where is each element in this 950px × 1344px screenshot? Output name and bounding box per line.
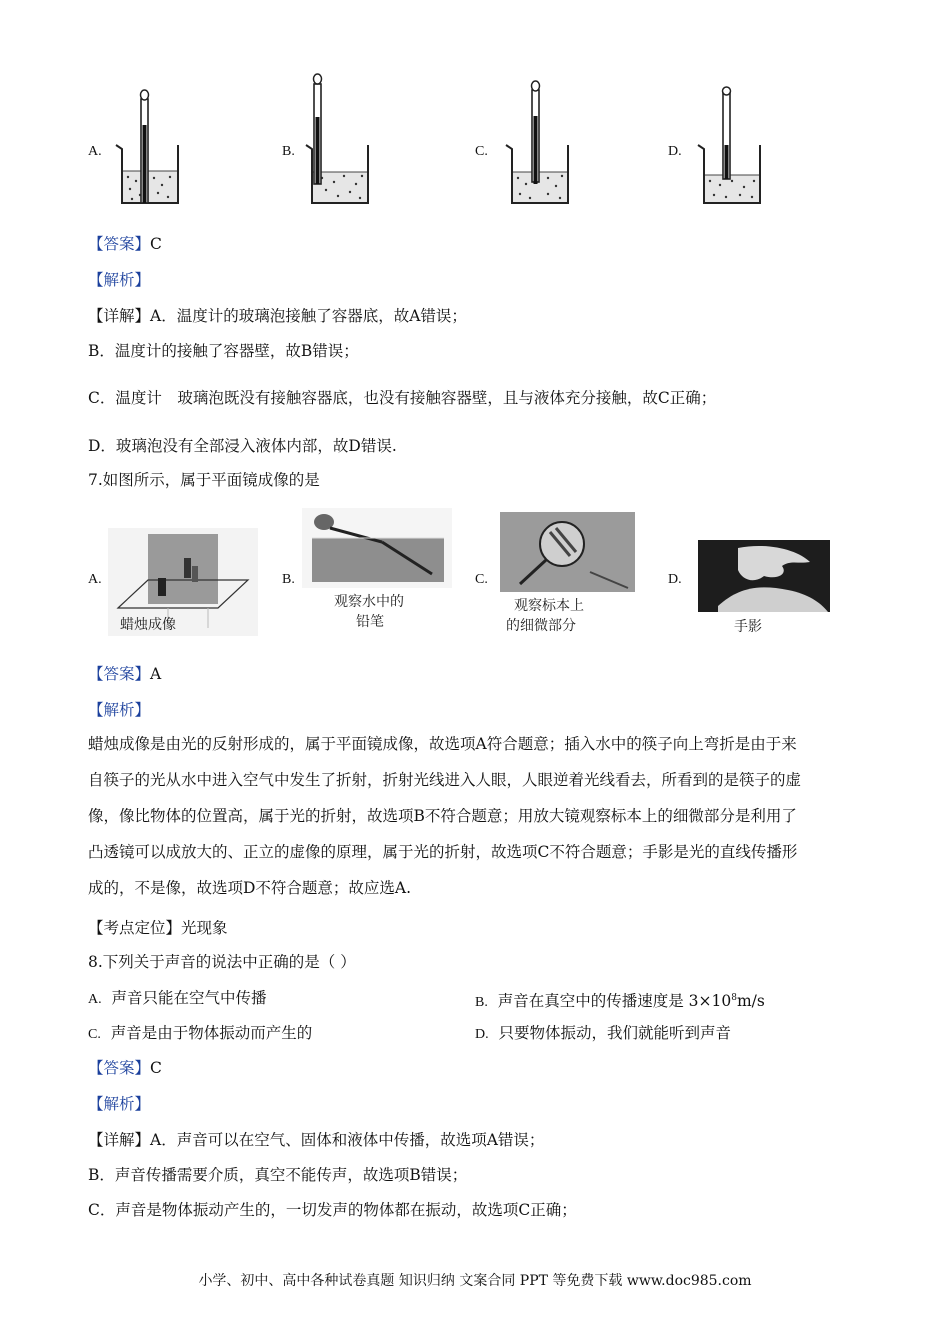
q8-option-d — [475, 1023, 731, 1045]
q7-figure-c-caption-line-2: 的细微部分 — [506, 618, 576, 634]
q6-option-d-letter: D. — [668, 144, 682, 159]
q7-option-a-letter: A. — [88, 572, 102, 587]
q8-detail-line-1 — [88, 1130, 544, 1150]
q6-analysis-tag: 【解析】 — [88, 271, 151, 289]
pencil-water-icon — [302, 508, 452, 588]
q6-figure-a-thermometer — [110, 85, 190, 210]
q6-figure-b-thermometer — [300, 72, 380, 210]
q8-option-c-text: 声音是由于物体振动而产生的 — [110, 1024, 313, 1042]
q6-detail-line-1 — [88, 306, 467, 326]
q7-figure-d-caption: 手影 — [734, 619, 762, 635]
q7-figure-d-hand-shadow — [698, 540, 830, 636]
q6-detail-text-1: A．温度计的玻璃泡接触了容器底，故A错误； — [150, 307, 467, 325]
q6-figure-c-thermometer — [500, 76, 580, 210]
hand-shadow-icon — [698, 540, 830, 612]
q8-option-b — [475, 988, 765, 1013]
q8-stem: 8.下列关于声音的说法中正确的是（ ） — [88, 953, 356, 971]
q8-option-d-letter: D. — [475, 1027, 489, 1042]
q8-answer-tag: 【答案】 — [88, 1059, 151, 1077]
q6-answer-tag: 【答案】 — [88, 235, 151, 253]
q7-figure-c-caption-line-1: 观察标本上 — [514, 598, 584, 614]
q7-figure-b-pencil — [302, 508, 452, 636]
q6-option-c-letter: C. — [475, 144, 488, 159]
q7-analysis-line-5: 成的，不是像，故选项D不符合题意；故应选A. — [88, 879, 412, 897]
q7-figure-b-caption-line-2: 铅笔 — [356, 614, 384, 630]
q8-detail-line-3: C．声音是物体振动产生的，一切发声的物体都在振动，故选项C正确； — [88, 1201, 577, 1219]
q8-option-c-letter: C. — [88, 1027, 101, 1042]
q8-option-b-text: 声音在真空中的传播速度是 3×10 — [497, 992, 732, 1011]
q8-answer-value: C — [150, 1059, 162, 1077]
q7-kaodian-value: 光现象 — [181, 919, 228, 937]
q7-option-d-letter: D. — [668, 572, 682, 587]
q6-figure-d-thermometer — [692, 85, 772, 210]
q7-analysis-line-2: 自筷子的光从水中进入空气中发生了折射，折射光线进入人眼，人眼逆着光线看去，所看到的是筷子的虚 — [88, 771, 802, 789]
q7-figure-c-magnifier — [500, 512, 635, 636]
page-footer: 小学、初中、高中各种试卷真题 知识归纳 文案合同 PPT 等免费下载 www.doc985.com — [198, 1273, 752, 1289]
q7-figure-c-caption — [506, 596, 584, 636]
q8-option-a-letter: A. — [88, 992, 102, 1007]
q7-answer — [88, 664, 161, 684]
q7-answer-value: A — [150, 665, 162, 683]
q7-kaodian — [88, 918, 228, 938]
q7-figure-a-caption: 蜡烛成像 — [120, 617, 176, 633]
q7-figure-b-caption — [334, 592, 404, 632]
q7-stem: 7.如图所示，属于平面镜成像的是 — [88, 471, 320, 489]
q8-option-b-letter: B. — [475, 995, 488, 1011]
q7-option-b-letter: B. — [282, 572, 295, 587]
q6-answer-value: C — [150, 235, 162, 253]
q6-detail-line-4: D．玻璃泡没有全部浸入液体内部，故D错误. — [88, 437, 397, 455]
q6-option-a-letter: A. — [88, 144, 102, 159]
q8-option-a-text: 声音只能在空气中传播 — [111, 989, 267, 1007]
q8-option-b-exponent: 8 — [731, 993, 737, 1003]
q6-option-b-letter: B. — [282, 144, 295, 159]
q8-detail-line-2: B．声音传播需要介质，真空不能传声，故选项B错误； — [88, 1166, 468, 1184]
q6-detail-line-3: C．温度计 玻璃泡既没有接触容器底，也没有接触容器壁，且与液体充分接触，故C正确； — [88, 389, 717, 407]
q8-option-c — [88, 1023, 312, 1045]
q8-option-b-unit: m/s — [736, 992, 765, 1011]
q8-option-d-text: 只要物体振动，我们就能听到声音 — [498, 1024, 731, 1042]
q8-analysis-tag: 【解析】 — [88, 1095, 151, 1113]
q6-detail-tag: 【详解】 — [88, 307, 151, 325]
q7-figure-a-candle — [108, 528, 258, 636]
q6-answer — [88, 234, 162, 254]
q7-analysis-line-1: 蜡烛成像是由光的反射形成的，属于平面镜成像，故选项A符合题意；插入水中的筷子向上弯折是由于来 — [88, 735, 797, 753]
q8-answer — [88, 1058, 162, 1078]
q7-answer-tag: 【答案】 — [88, 665, 151, 683]
magnifier-icon — [500, 512, 635, 592]
q8-option-a — [88, 988, 267, 1010]
q7-analysis-tag: 【解析】 — [88, 701, 151, 719]
q7-analysis-line-4: 凸透镜可以成放大的、正立的虚像的原理，属于光的折射，故选项C不符合题意；手影是光的直线传播形 — [88, 843, 798, 861]
q7-figure-b-caption-line-1: 观察水中的 — [334, 594, 404, 610]
q8-detail-text-1: A．声音可以在空气、固体和液体中传播，故选项A错误； — [150, 1131, 545, 1149]
q7-option-c-letter: C. — [475, 572, 488, 587]
q7-kaodian-tag: 【考点定位】 — [88, 919, 182, 937]
q7-analysis-line-3: 像，像比物体的位置高，属于光的折射，故选项B不符合题意；用放大镜观察标本上的细微部分是利用了 — [88, 807, 797, 825]
q8-detail-tag: 【详解】 — [88, 1131, 151, 1149]
q6-detail-line-2: B．温度计的接触了容器壁，故B错误； — [88, 342, 359, 360]
